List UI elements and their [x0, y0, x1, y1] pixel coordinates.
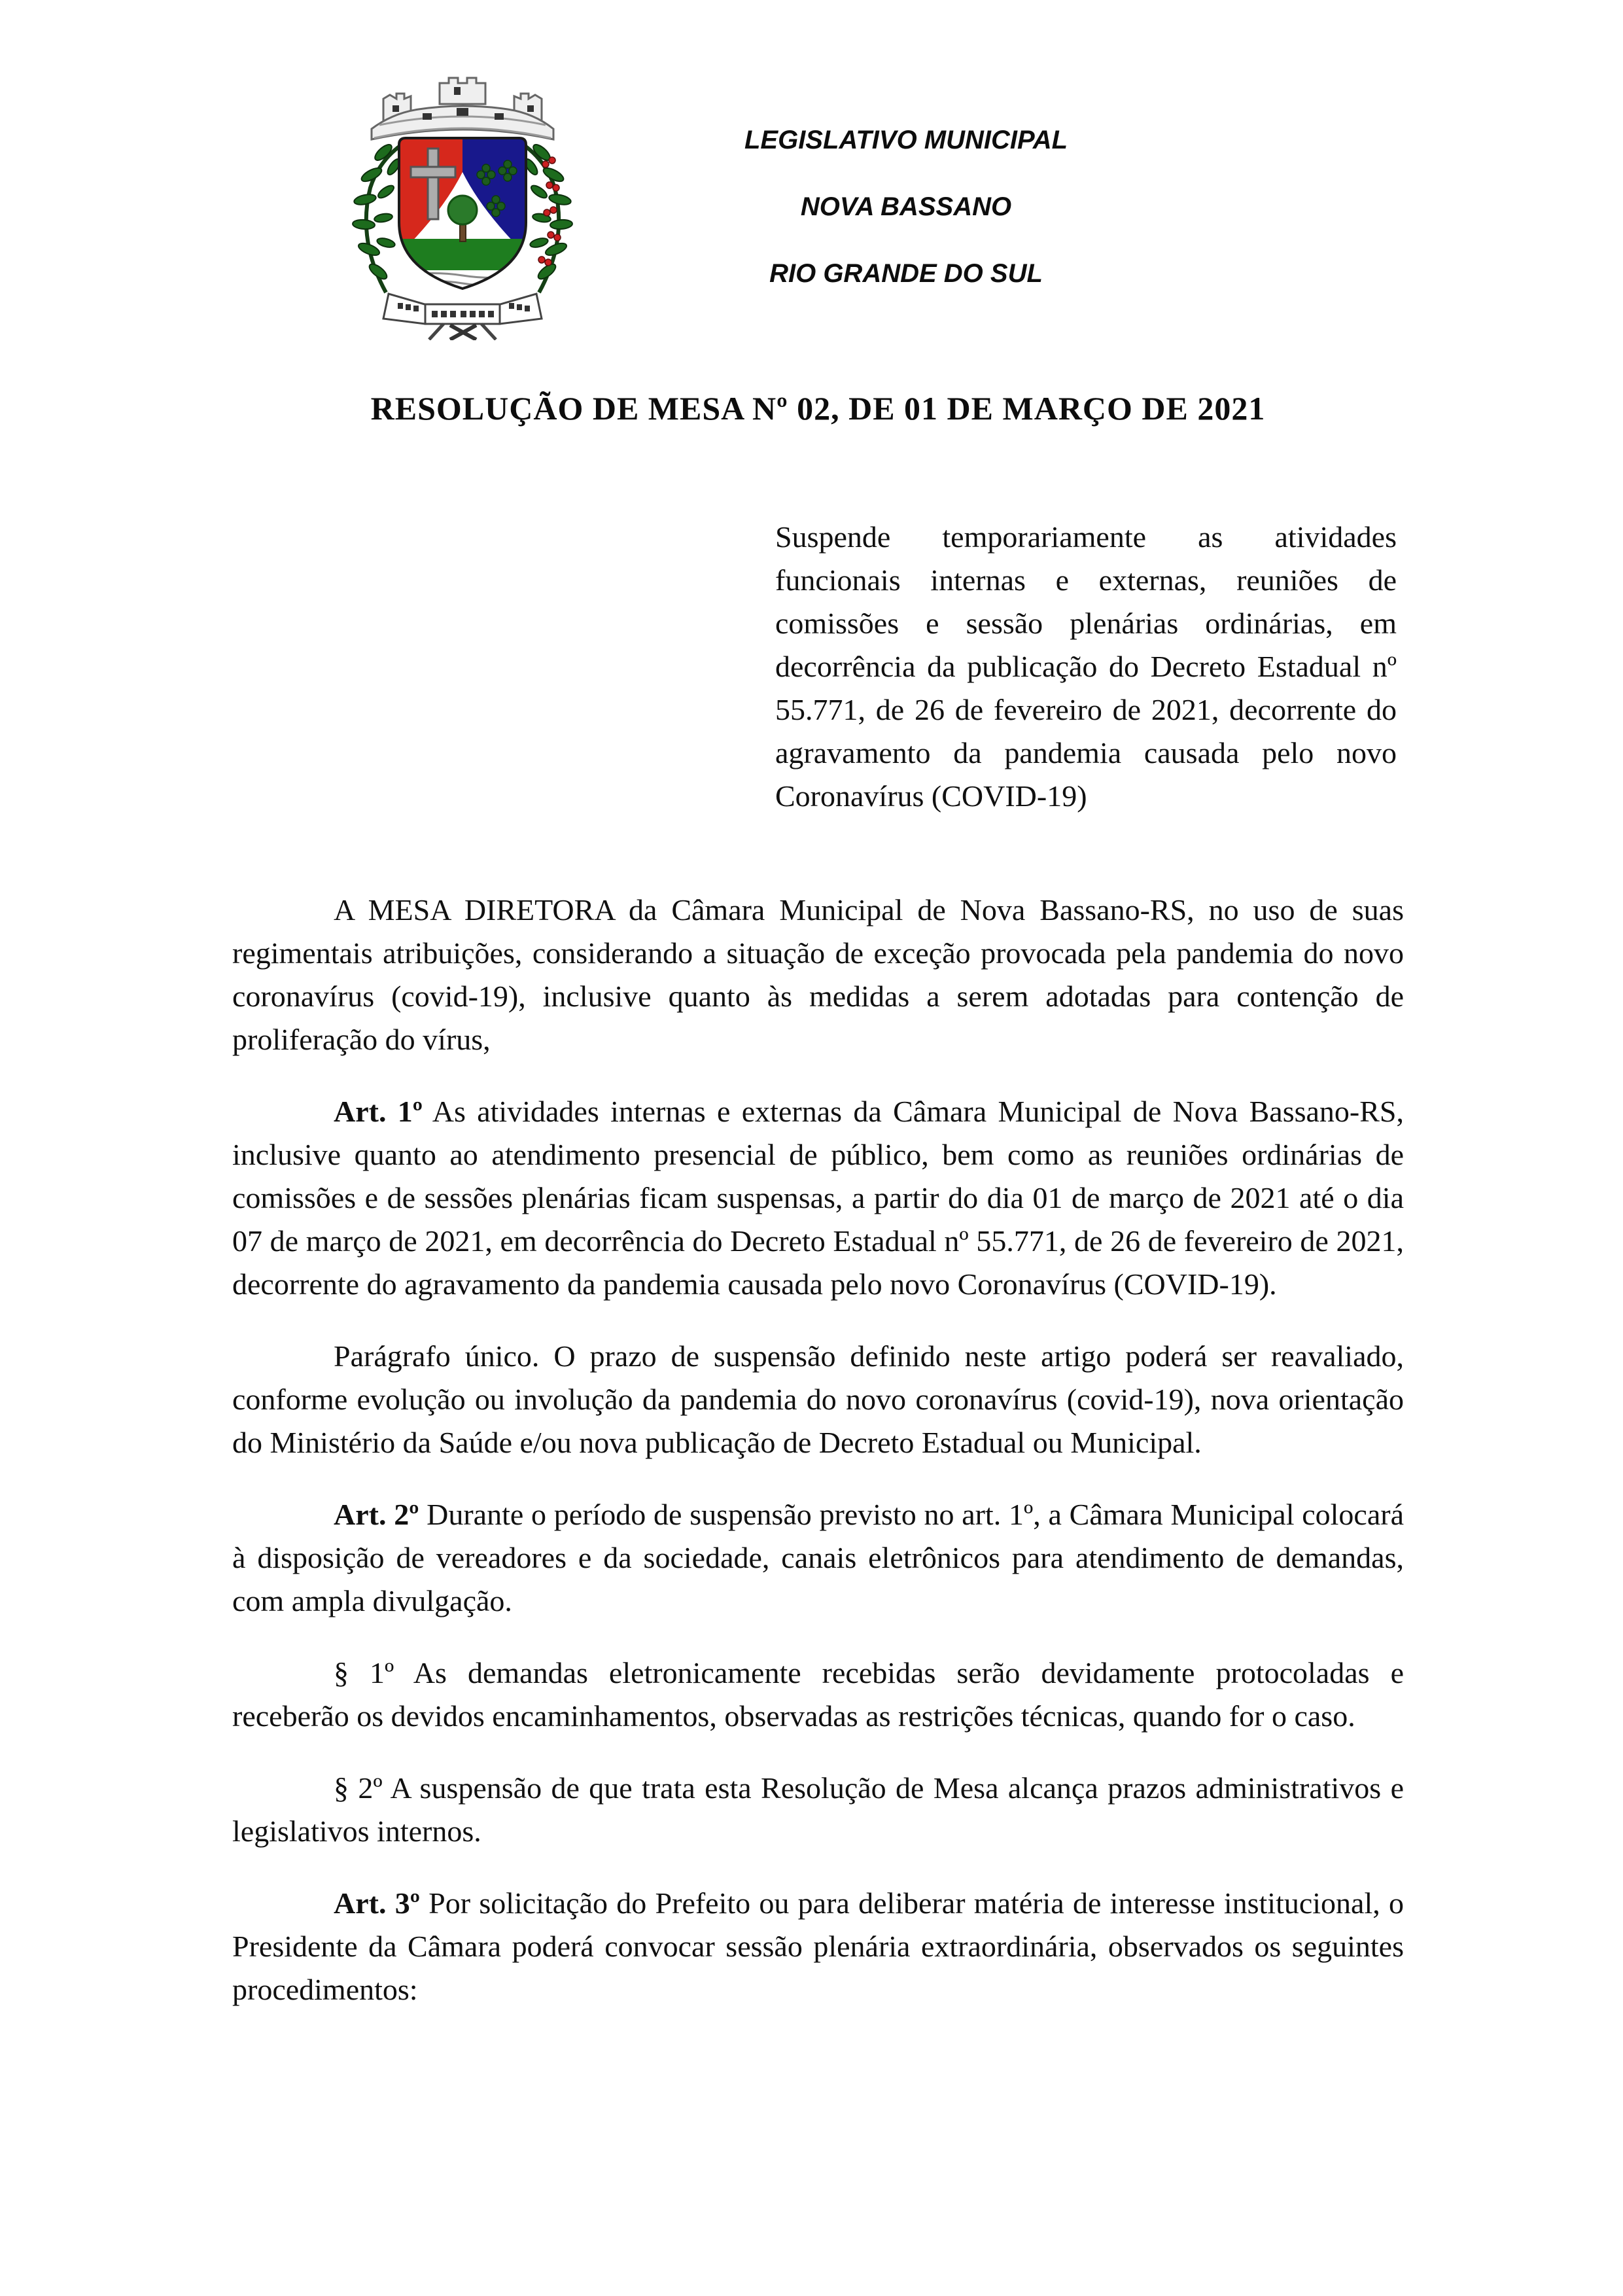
paragraph-art-1 — [232, 1090, 1404, 1306]
paragraph-art-2 — [232, 1493, 1404, 1623]
paragraph-preamble — [232, 889, 1404, 1061]
org-line-municipio: NOVA BASSANO — [800, 192, 1012, 221]
paragraph-text: Por solicitação do Prefeito ou para deliberar matéria de interesse institucional, o Presidente da Câmara poderá convocar sessão plenária extraordinária, observados os seguintes procedimentos: — [232, 1886, 1405, 2006]
left-laurel-branch — [353, 142, 406, 292]
paragraph-art-3 — [232, 1882, 1404, 2011]
letterhead — [232, 75, 1404, 357]
ementa-summary: Suspende temporariamente as atividades funcionais internas e externas, reuniões de comissões e sessão plenárias ordinárias, em decorrência da publicação do Decreto Estadual nº 55.771, de 26 de fevereiro de 2021, decorrente do agravamento da pandemia causada pelo novo Coronavírus (COVID-19) — [775, 520, 1397, 813]
paragraph-lead: Art. 3º — [334, 1886, 420, 1920]
org-line-estado: RIO GRANDE DO SUL — [769, 259, 1043, 288]
paragraph-text: § 2º A suspensão de que trata esta Resolução de Mesa alcança prazos administrativos e legislativos internos. — [232, 1771, 1404, 1848]
paragraph-text: As atividades internas e externas da Câmara Municipal de Nova Bassano-RS, inclusive quanto ao atendimento presencial de público, bem como as reuniões ordinárias de comissões e de sessões plenárias ficam suspensas, a partir do dia 01 de março de 2021 até o dia 07 de março de 2021, em decorrência do Decreto Estadual nº 55.771, de 26 de fevereiro de 2021, decorrente do agravamento da pandemia causada pelo novo Coronavírus (COVID-19). — [232, 1095, 1405, 1301]
paragraph-text: Parágrafo único. O prazo de suspensão definido neste artigo poderá ser reavaliado, conforme evolução ou involução da pandemia do novo coronavírus (covid-19), nova orientação do Ministério da Saúde e/ou nova publicação de Decreto Estadual ou Municipal. — [232, 1339, 1404, 1459]
paragraph-lead: Art. 1º — [334, 1095, 423, 1128]
paragraph-art2-par-2 — [232, 1767, 1404, 1853]
paragraph-paragrafo-unico — [232, 1335, 1404, 1464]
document-body — [232, 889, 1404, 2011]
paragraph-art2-par-1 — [232, 1651, 1404, 1738]
paragraph-text: Durante o período de suspensão previsto no art. 1º, a Câmara Municipal colocará à disposição de vereadores e da sociedade, canais eletrônicos para atendimento de demandas, com ampla divulgação. — [232, 1498, 1405, 1617]
right-berry-branch — [519, 142, 572, 292]
document-title: RESOLUÇÃO DE MESA Nº 02, DE 01 DE MARÇO DE 2021 — [370, 390, 1266, 427]
org-line-legislativo: LEGISLATIVO MUNICIPAL — [744, 126, 1068, 154]
org-name-block — [599, 126, 1213, 287]
water — [399, 270, 526, 290]
coat-of-arms-icon — [345, 75, 580, 340]
paragraph-lead: Art. 2º — [334, 1498, 419, 1531]
paragraph-text: A MESA DIRETORA da Câmara Municipal de Nova Bassano-RS, no uso de suas regimentais atribuições, considerando a situação de exceção provocada pela pandemia do novo coronavírus (covid-19), inclusive quanto às medidas a serem adotadas para contenção de proliferação do vírus, — [232, 893, 1404, 1056]
paragraph-text: § 1º As demandas eletronicamente recebidas serão devidamente protocoladas e receberão os devidos encaminhamentos, observadas as restrições técnicas, quando for o caso. — [232, 1656, 1404, 1733]
